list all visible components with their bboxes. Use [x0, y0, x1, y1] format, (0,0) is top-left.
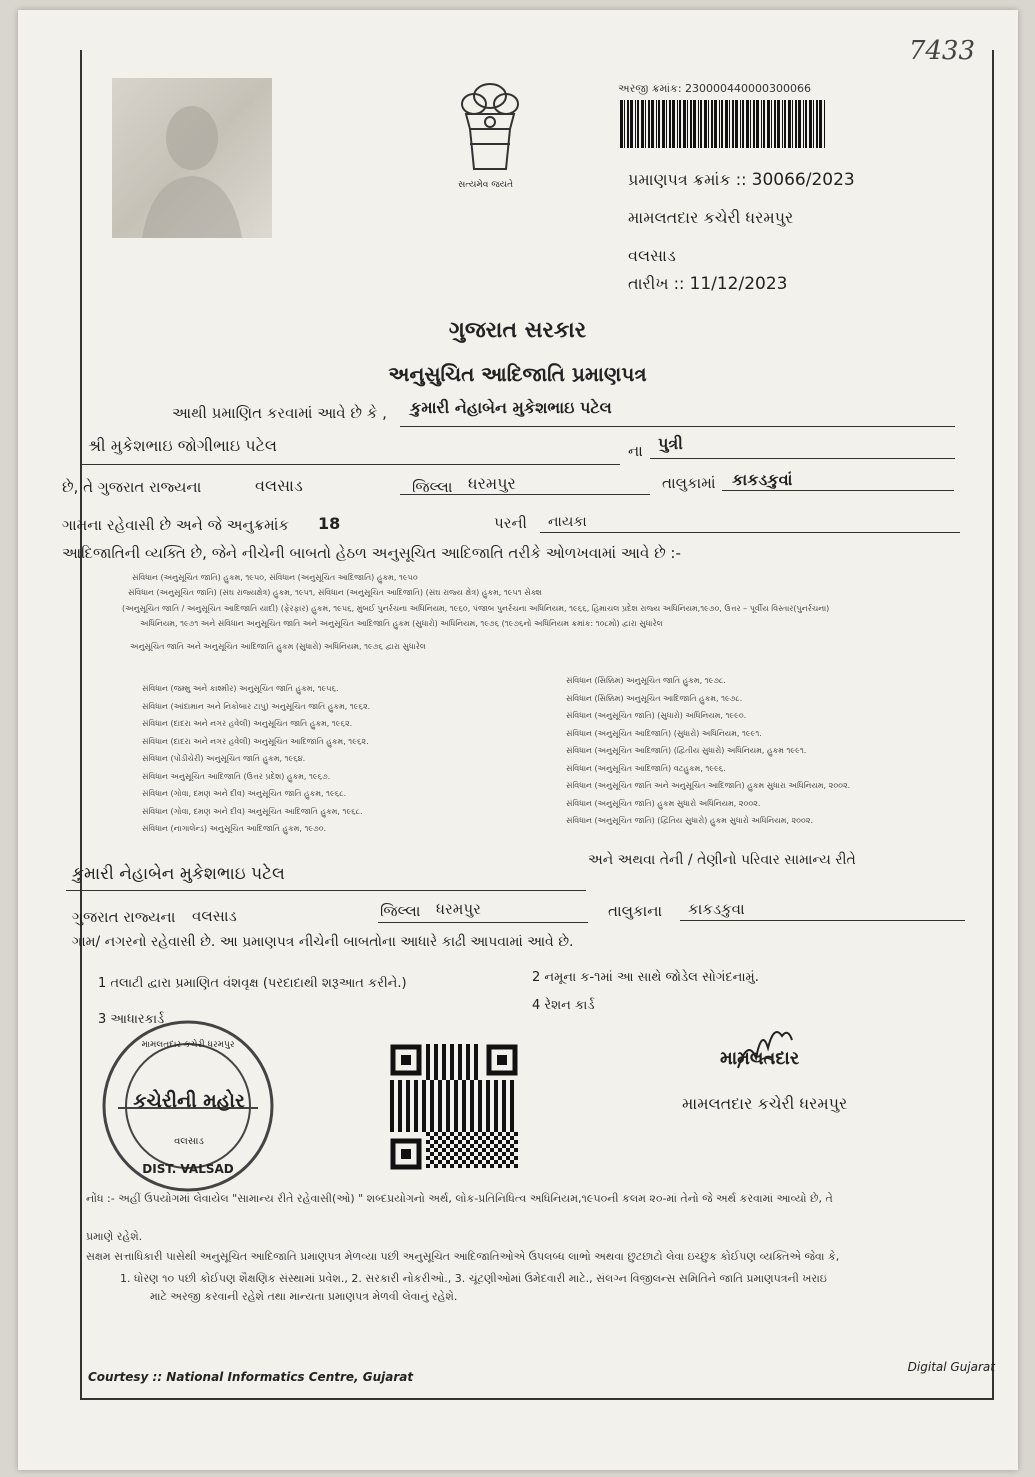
section2-taluka: ધરમપુર [436, 900, 481, 918]
applicant-photo [112, 78, 272, 238]
order-right-3: સંવિધાન (અનુસૂચિત જાતિ) (સુધારો) અધિનિયમ, ૧૯૯૦. [566, 711, 747, 720]
issue-date-label: તારીખ :: [628, 274, 685, 293]
state-emblem-icon [440, 74, 540, 194]
order-main-5: અનુસૂચિત જાતિ અને અનુસૂચિત આદિજાતિ હુકમ (સુધારો) અધિનિયમ, ૧૯૭૬ દ્વારા સુધારેલ [130, 642, 426, 651]
order-main-2: સંવિધાન (અનુસૂચિત જાતિ) (સંઘ રાજ્યક્ષેત્ર) હુકમ, ૧૯૫૧, સંવિધાન (અનુસૂચિત આદિજાતિ) (સંઘ રાજ્ય ક્ષેત્ર) હુકમ, ૧૯૫૧ સેક્શ [128, 588, 542, 597]
note-line-4: માટે અરજી કરવાની રહેશે તથા માન્યતા પ્રમાણપત્ર મેળવી લેવાનું રહેશે. [150, 1290, 458, 1303]
order-left-4: સંવિધાન (દાદરા અને નગર હવેલી) અનુસૂચિત આદિજાતિ હુકમ, ૧૯૬૨. [142, 736, 369, 746]
order-right-6: સંવિધાન (અનુસૂચિત આદિજાતિ) વટહુકમ, ૧૯૯૬. [566, 763, 726, 773]
document-item-1: 1 તલાટી દ્વારા પ્રમાણિત વંશવૃક્ષ (પરદાદાથી શરૂઆત કરીને.) [98, 976, 407, 991]
issue-date: 11/12/2023 [689, 274, 788, 294]
section2-district: વલસાડ [192, 907, 237, 925]
office-seal [98, 1016, 278, 1196]
father-name: શ્રી મુકેશભાઇ જોગીભાઇ પટેલ [88, 436, 278, 455]
tribe-recognition-text: આદિજાતિની વ્યક્તિ છે, જેને નીચેની બાબતો હેઠળ અનુસૂચિત આદિજાતિ તરીકે ઓળખવામાં આવે છે :- [62, 544, 681, 562]
document-item-4: 4 રેશન કાર્ડ [532, 998, 595, 1013]
certificate-number-label: પ્રમાણપત્ર ક્રમાંક :: [628, 170, 747, 189]
district-label: જિલ્લા [412, 478, 453, 496]
taluka-line [400, 494, 650, 495]
order-right-4: સંવિધાન (અનુસૂચિત આદિજાતિ) (સુધારો) અધિનિયમ, ૧૯૯૧. [566, 728, 762, 738]
section2-village: કાકડકુવા [688, 900, 745, 918]
taluka-label: તાલુકામાં [662, 474, 716, 492]
form-village: કાકડકુવાં [732, 470, 793, 489]
basis-text: ગામ/ નગરનો રહેવાસી છે. આ પ્રમાણપત્ર નીચેની બાબતોના આધારે કાઢી આપવામાં આવે છે. [72, 934, 574, 950]
section2-state-label: ગુજરાત રાજ્યના [72, 908, 176, 926]
relation-line [650, 458, 955, 459]
order-right-8: સંવિધાન (અનુસૂચિત જાતિ) હુકમ સુધારો અધિનિયમ, ૨૦૦૨. [566, 798, 761, 808]
application-number: અરજી ક્રમાંક: 230000440000300066 [618, 82, 812, 95]
barcode [620, 100, 830, 148]
tribe-line [540, 532, 960, 533]
order-right-7: સંવિધાન (અનુસૂચિત જાતિ અને અનુસૂચિત આદિજાતિ) હુકમ સુધારા અધિનિયમ, ૨૦૦૨. [566, 781, 851, 790]
serial-number: 18 [318, 514, 341, 533]
certificate-title: અનુસુચિત આદિજાતિ પ્રમાણપત્ર [388, 362, 647, 386]
order-right-2: સંવિધાન (સિક્કિમ) અનુસૂચિત આદિજાતિ હુકમ, ૧૯૭૮. [566, 693, 743, 703]
footer-courtesy: Courtesy :: National Informatics Centre, Gujarat [88, 1370, 414, 1384]
order-left-8: સંવિધાન (ગોવા, દમણ અને દીવ) અનુસૂચિત આદિજાતિ હુકમ, ૧૯૬૮. [142, 806, 363, 816]
certify-name: કુમારી નેહાબેન મુકેશભાઇ પટેલ [410, 398, 612, 417]
resident-label: ગામના રહેવાસી છે અને જે અનુક્રમાંક [62, 516, 290, 534]
signatory-designation: મામલતદાર [720, 1048, 800, 1069]
signatory-office: મામલતદાર કચેરી ધરમપુર [682, 1094, 848, 1113]
issuing-office: મામલતદાર કચેરી ધરમપુર [628, 208, 794, 227]
form-district: વલસાડ [255, 476, 303, 495]
seal-main-text: કચેરીની મહોર [133, 1090, 245, 1112]
note-line-2: સક્ષમ સત્તાધિકારી પાસેથી અનુસૂચિત આદિજાતિ પ્રમાણપત્ર મેળવ્યા પછી અનુસૂચિત આદિજાતિઓએ ઉપલબ્ધ લાભો અથવા છુટછાટો લેવા ઇચ્છુક કોઈપણ વ્યક્તિએ જેવા કે, [86, 1250, 840, 1263]
father-name-line [80, 464, 620, 465]
note-line-1b: પ્રમાણે રહેશે. [86, 1230, 143, 1243]
seal-side-text: વલસાડ [174, 1136, 204, 1147]
order-right-1: સંવિધાન (સિક્કિમ) અનુસૂચિત જાતિ હુકમ, ૧૯૭૮. [566, 676, 726, 685]
family-text: અને અથવા તેની / તેણીનો પરિવાર સામાન્ય રીતે [588, 852, 856, 868]
emblem-motto: સત્યમેવ જયતે [458, 180, 514, 190]
certificate-number: 30066/2023 [751, 170, 855, 190]
order-left-6: સંવિધાન અનુસૂચિત આદિજાતિ (ઉત્તર પ્રદેશ) હુકમ, ૧૯૬૭. [142, 771, 331, 781]
issue-date-row [628, 274, 787, 294]
section2-village-line [680, 920, 965, 921]
order-left-3: સંવિધાન (દાદરા અને નગર હવેલી) અનુસૂચિત જાતિ હુકમ, ૧૯૬૨. [142, 719, 353, 728]
certify-name-line [400, 426, 955, 427]
relation: પુત્રી [658, 434, 683, 453]
document-item-2: 2 નમૂના ક-૧માં આ સાથે જોડેલ સોગંદનામું. [532, 970, 759, 985]
order-left-1: સંવિધાન (જમ્મુ અને કાશ્મીર) અનુસૂચિત જાતિ હુકમ, ૧૯૫૬. [142, 684, 339, 693]
order-main-4: અધિનિયમ, ૧૯૭૧ અને સંવિધાન અનુસૂચિત જાતિ અને અનુસૂચિત આદિજાતિ હુકમ (સુધારો) અધિનિયમ, ૧૯૭૬ (૧૯૭૬નો અધિનિયમ ક્રમાંક: ૧૦૮મો) દ્વારા સુધારેલ [140, 619, 663, 628]
footer-brand: Digital Gujarat [907, 1360, 995, 1374]
section2-taluka-line [378, 922, 588, 923]
section2-name: કુમારી નેહાબેન મુકેશભાઇ પટેલ [72, 864, 285, 884]
order-main-1: સંવિધાન (અનુસૂચિત જાતિ) હુકમ, ૧૯૫૦, સંવિધાન (અનુસૂચિત આદિજાતિ) હુકમ, ૧૯૫૦ [132, 573, 418, 582]
section2-district-label: જિલ્લા [380, 902, 421, 920]
order-right-5: સંવિધાન (અનુસૂચિત આદિજાતિ) (દ્વિતીય સુધારો) અધિનિયમ, હુકમ ૧૯૯૧. [566, 746, 807, 755]
seal-bottom-text: DIST. VALSAD [142, 1162, 234, 1176]
certificate-number-row [628, 170, 855, 190]
order-left-5: સંવિધાન (પોંડીચેરી) અનુસૂચિત જાતિ હુકમ, ૧૯૬૪. [142, 754, 306, 763]
state-label: છે, તે ગુજરાત રાજ્યના [62, 478, 202, 496]
order-left-7: સંવિધાન (ગોવા, દમણ અને દીવ) અનુસૂચિત જાતિ હુકમ, ૧૯૬૮. [142, 789, 347, 798]
order-right-9: સંવિધાન (અનુસૂચિત જાતિ) (દ્વિતિય સુધારો) હુકમ સુધારો અધિનિયમ, ૨૦૦૨. [566, 816, 814, 825]
section2-taluka-label: તાલુકાના [608, 902, 663, 920]
certify-label: આથી પ્રમાણિત કરવામાં આવે છે કે , [172, 404, 387, 422]
qr-code [390, 1044, 518, 1170]
note-line-1: નોંધ :- અહીં ઉપયોગમાં લેવાયેલ "સામાન્ય રીતે રહેવાસી(ઓ) " શબ્દપ્રયોગનો અર્થ, લોક-પ્રતિનિધિત્વ અધિનિયમ,૧૯૫૦ની કલમ ૨૦-માં તેનો જે અર્થ કરવામાં આવ્યો છે, તે [86, 1192, 833, 1205]
order-left-2: સંવિધાન (આંદામાન અને નિકોબાર ટાપુ) અનુસૂચિત જાતિ હુકમ, ૧૯૬૨. [142, 701, 371, 711]
document-item-3: 3 આધારકાર્ડ [98, 1012, 165, 1027]
order-main-3: (અનુસૂચિત જાતિ / અનુસૂચિત આદિજાતિ યાદી) (ફેરફાર) હુકમ, ૧૯૫૬, મુંબઈ પુનર્રચના અધિનિયમ, ૧૯૬૦, પંજાબ પુનર્રચના અધિનિયમ, ૧૯૬૬, હિમાચલ પ્રદેશ રાજ્ય અધિનિયમ,૧૯૭૦, ઉત્તર – પૂર્વીય વિસ્તાર(પુનર્રચના) [122, 604, 830, 613]
of2-label: પરની [494, 514, 527, 532]
village-line [722, 490, 954, 491]
seal-top-text: મામલતદાર કચેરી ધરમપુર [141, 1040, 235, 1050]
issuing-district: વલસાડ [628, 246, 676, 265]
government-title: ગુજરાત સરકાર [448, 318, 587, 343]
section2-name-line [66, 890, 586, 891]
tribe-name: નાયકા [548, 514, 587, 530]
order-left-9: સંવિધાન (નાગાલેન્ડ) અનુસૂચિત આદિજાતિ હુકમ, ૧૯૭૦. [142, 824, 327, 833]
handwritten-number: 7433 [908, 36, 975, 66]
form-taluka: ધરમપુર [468, 474, 516, 493]
of-label: ના [628, 442, 643, 460]
note-line-3: 1. ધોરણ ૧૦ પછી કોઈપણ શૈક્ષણિક સંસ્થામાં પ્રવેશ., 2. સરકારી નોકરીઓ., 3. ચૂંટણીઓમાં ઉમેદવારી માટે., સંલગ્ન વિજીલન્સ સમિતિને જાતિ પ્રમાણપત્રની ખરાઇ [120, 1272, 827, 1285]
